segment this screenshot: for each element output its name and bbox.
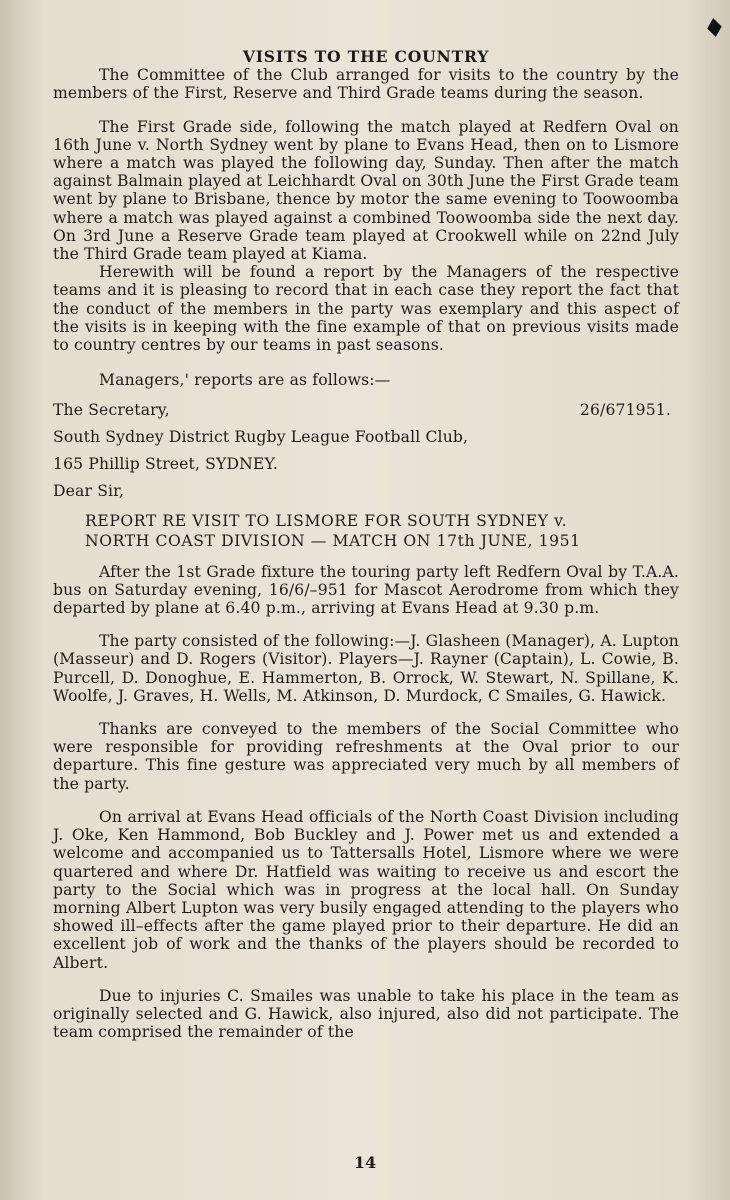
report-paragraph: Thanks are conveyed to the members of the Social Committee who were responsible for providing refreshments at the Oval prior to our departure. This fine gesture was appreciated very much by all members of the party.: [53, 720, 679, 793]
intro-paragraph: The Committee of the Club arranged for visits to the country by the members of the First, Reserve and Third Grade teams during the season.: [53, 66, 679, 103]
managers-line: Managers,' reports are as follows:—: [99, 371, 391, 390]
letter-date: 26/671951.: [579, 401, 671, 420]
report-heading-line: NORTH COAST DIVISION — MATCH ON 17th JUNE, 1951: [85, 531, 581, 550]
report-heading-line: REPORT RE VISIT TO LISMORE FOR SOUTH SYDNEY v.: [85, 511, 568, 530]
report-paragraph: The party consisted of the following:—J. Glasheen (Manager), A. Lupton (Masseur) and D. Rogers (Visitor). Players—J. Rayner (Captain), L. Cowie, B. Purcell, D. Donoghue, E. Hammerton, B. Orrock, W. Stewart, N. Spillane, K. Woolfe, J. Graves, H. Wells, M. Atkinson, D. Murdock, C Smailes, G. Hawick.: [53, 632, 679, 705]
page-number: 14: [353, 1153, 377, 1172]
intro-paragraph: Herewith will be found a report by the Managers of the respective teams and it is pleasing to record that in each case they report the fact that the conduct of the members in the party was exemplary and this aspect of the visits is in keeping with the fine example of that on previous visits made to country centres by our teams in past seasons.: [53, 263, 679, 355]
address-street: 165 Phillip Street, SYDNEY.: [53, 455, 278, 474]
section-title: VISITS TO THE COUNTRY: [242, 47, 490, 66]
report-paragraph: On arrival at Evans Head officials of the North Coast Division including J. Oke, Ken Hammond, Bob Buckley and J. Power met us and extended a welcome and accompanied us to Tattersalls Hotel, Lismore where we were quartered and where Dr. Hatfield was waiting to receive us and escort the party to the Social which was in progress at the local hall. On Sunday morning Albert Lupton was very busily engaged attending to the players who showed ill–effects after the game played prior to their departure. He did an excellent job of work and the thanks of the players should be recorded to Albert.: [53, 807, 679, 972]
text-column: [53, 48, 679, 1056]
address-club: South Sydney District Rugby League Football Club,: [53, 428, 469, 447]
report-heading: [85, 511, 679, 551]
intro-paragraph: The First Grade side, following the match played at Redfern Oval on 16th June v. North Sydney went by plane to Evans Head, then on to Lismore where a match was played the following day, Sunday. Then after the match against Balmain played at Leichhardt Oval on 30th June the First Grade team went by plane to Brisbane, thence by motor the same evening to Toowoomba where a match was played against a combined Toowoomba side the next day. On 3rd June a Reserve Grade team played at Crookwell while on 22nd July the Third Grade team played at Kiama.: [53, 117, 679, 264]
salutation: Dear Sir,: [53, 482, 125, 501]
report-paragraph: Due to injuries C. Smailes was unable to take his place in the team as originally selected and G. Hawick, also injured, also did not participate. The team comprised the remainder of the: [53, 986, 679, 1042]
report-paragraph: After the 1st Grade fixture the touring party left Redfern Oval by T.A.A. bus on Saturday evening, 16/6/–951 for Mascot Aerodrome from which they departed by plane at 6.40 p.m., arriving at Evans Head at 9.30 p.m.: [53, 562, 679, 618]
address-to-line: [53, 401, 679, 419]
ink-mark: ♦: [701, 12, 729, 46]
address-to: The Secretary,: [53, 401, 170, 420]
